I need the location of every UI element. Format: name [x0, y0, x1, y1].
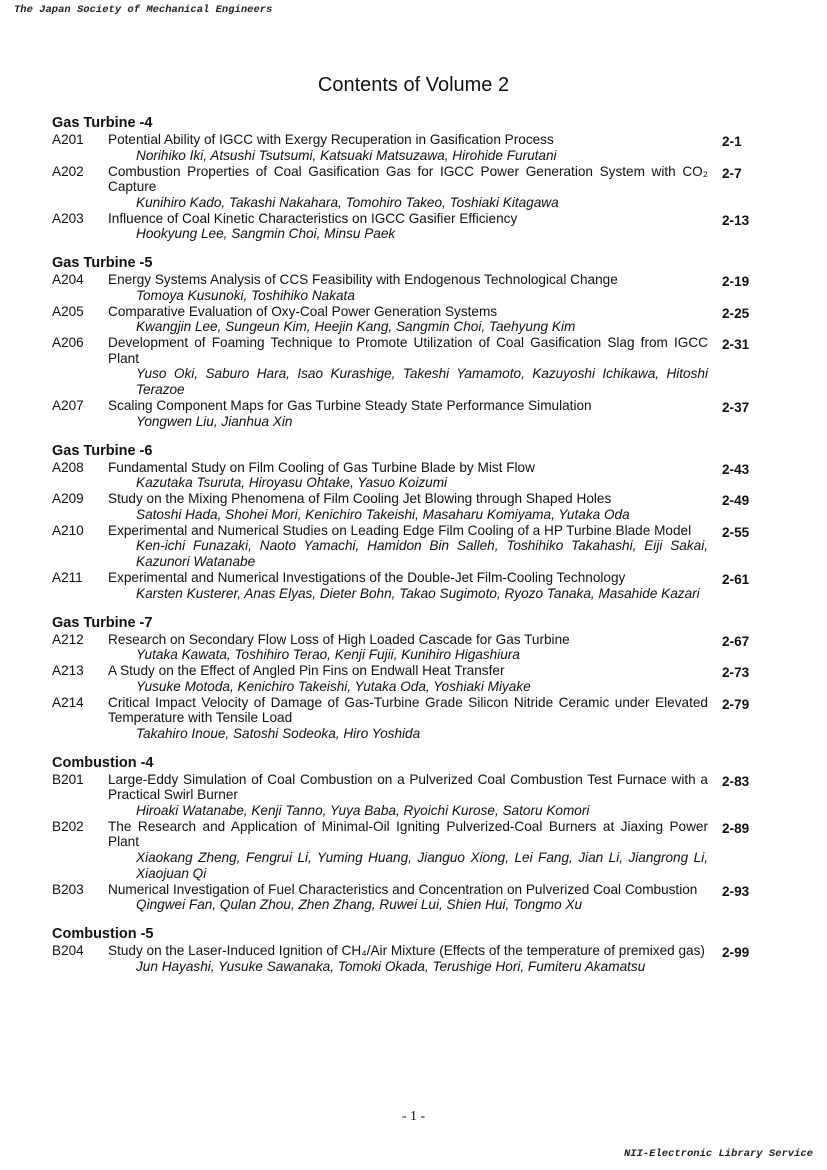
- paper-authors: Karsten Kusterer, Anas Elyas, Dieter Bohn, Takao Sugimoto, Ryozo Tanaka, Masahide Kazari: [136, 585, 700, 601]
- paper-authors: Norihiko Iki, Atsushi Tsutsumi, Katsuaki Matsuzawa, Hirohide Furutani: [136, 147, 557, 163]
- paper-authors: Yutaka Kawata, Toshihiro Terao, Kenji Fujii, Kunihiro Higashiura: [136, 647, 520, 662]
- paper-authors: Yusuke Motoda, Kenichiro Takeishi, Yutaka Oda, Yoshiaki Miyake: [136, 678, 531, 694]
- toc-entry: [52, 663, 756, 695]
- paper-authors: Yongwen Liu, Jianhua Xin: [136, 413, 293, 429]
- paper-title: Study on the Mixing Phenomena of Film Cooling Jet Blowing through Shaped Holes: [108, 491, 612, 506]
- paper-authors: Hookyung Lee, Sangmin Choi, Minsu Paek: [136, 226, 396, 241]
- paper-code: B203: [52, 881, 84, 897]
- page-number: - 1 -: [401, 1109, 426, 1124]
- section-title: Combustion -5: [52, 926, 154, 942]
- paper-title: Research on Secondary Flow Loss of High Loaded Cascade for Gas Turbine: [108, 631, 570, 647]
- paper-title: Comparative Evaluation of Oxy-Coal Power Generation Systems: [108, 303, 498, 319]
- paper-title: The Research and Application of Minimal-Oil Igniting Pulverized-Coal Burners at Jiaxing Power Plant: [108, 818, 708, 849]
- section-title: Gas Turbine -4: [52, 115, 153, 131]
- page-title: Contents of Volume 2: [317, 74, 510, 96]
- paper-code: A202: [52, 163, 84, 179]
- paper-code: B204: [52, 943, 84, 958]
- section-title: Gas Turbine -5: [52, 255, 153, 271]
- toc-entry: [52, 772, 756, 819]
- toc-entry: [52, 632, 756, 664]
- toc-entry: [52, 819, 756, 882]
- paper-title: Large-Eddy Simulation of Coal Combustion on a Pulverized Coal Combustion Test Furnace with a Practical Swirl Burner: [108, 771, 708, 802]
- paper-code: A208: [52, 459, 84, 475]
- toc-entry: [52, 272, 756, 304]
- toc-entry: [52, 695, 756, 742]
- toc-entry: [52, 523, 756, 571]
- paper-authors: Qingwei Fan, Qulan Zhou, Zhen Zhang, Ruwei Lui, Shien Hui, Tongmo Xu: [136, 897, 583, 912]
- section-gas-turbine-7: [52, 614, 756, 742]
- publisher-header: The Japan Society of Mechanical Engineers: [14, 4, 273, 16]
- paper-title: Scaling Component Maps for Gas Turbine Steady State Performance Simulation: [108, 398, 592, 413]
- toc-entry: [52, 491, 756, 523]
- page-ref: 2-43: [722, 461, 750, 477]
- page-ref: 2-89: [722, 820, 750, 836]
- section-gas-turbine-5: [52, 254, 756, 430]
- page-ref: 2-79: [722, 696, 750, 712]
- toc-entry: [52, 304, 756, 336]
- page-ref: 2-19: [722, 274, 750, 289]
- paper-authors: Jun Hayashi, Yusuke Sawanaka, Tomoki Okada, Terushige Hori, Fumiteru Akamatsu: [136, 958, 646, 974]
- section-gas-turbine-4: [52, 114, 756, 242]
- page-ref: 2-31: [722, 337, 750, 352]
- paper-code: A209: [52, 491, 84, 506]
- paper-title: Energy Systems Analysis of CCS Feasibility with Endogenous Technological Change: [108, 272, 618, 287]
- toc-entry: [52, 132, 756, 164]
- toc-entry: [52, 335, 756, 398]
- section-gas-turbine-6: [52, 442, 756, 602]
- page-ref: 2-83: [722, 773, 750, 789]
- page-ref: 2-93: [722, 883, 750, 899]
- toc-entry: [52, 460, 756, 492]
- paper-title: Potential Ability of IGCC with Exergy Recuperation in Gasification Process: [108, 132, 554, 147]
- paper-title: Development of Foaming Technique to Promote Utilization of Coal Gasification Slag from IGCC Plant: [108, 335, 708, 366]
- page-ref: 2-37: [722, 400, 750, 415]
- paper-authors: Tomoya Kusunoki, Toshihiko Nakata: [136, 287, 355, 303]
- toc-entry: [52, 164, 756, 211]
- paper-code: A205: [52, 303, 84, 319]
- paper-code: A203: [52, 210, 84, 226]
- toc-entry: [52, 943, 756, 975]
- paper-code: A201: [52, 132, 84, 147]
- paper-code: A204: [52, 272, 84, 287]
- page-ref: 2-67: [722, 633, 750, 649]
- paper-authors: Kwangjin Lee, Sungeun Kim, Heejin Kang, Sangmin Choi, Taehyung Kim: [136, 319, 576, 334]
- section-title: Gas Turbine -6: [52, 442, 153, 459]
- page-ref: 2-61: [722, 572, 750, 587]
- paper-code: A210: [52, 522, 84, 538]
- paper-title: Experimental and Numerical Investigations of the Double-Jet Film-Cooling Technology: [108, 570, 626, 585]
- page-ref: 2-99: [722, 945, 750, 960]
- paper-title: Study on the Laser-Induced Ignition of CH₄/Air Mixture (Effects of the temperature of premixed gas): [108, 943, 705, 958]
- paper-authors: Ken-ichi Funazaki, Naoto Yamachi, Hamidon Bin Salleh, Toshihiko Takahashi, Eiji Sakai, Kazunori Watanabe: [136, 538, 708, 569]
- paper-authors: Hiroaki Watanabe, Kenji Tanno, Yuya Baba, Ryoichi Kurose, Satoru Komori: [136, 802, 590, 818]
- paper-authors: Kazutaka Tsuruta, Hiroyasu Ohtake, Yasuo Koizumi: [136, 475, 448, 490]
- paper-code: A211: [52, 570, 83, 585]
- paper-code: A206: [52, 335, 84, 350]
- paper-code: A207: [52, 398, 84, 413]
- section-combustion-5: [52, 925, 756, 975]
- toc-entry: [52, 398, 756, 430]
- section-title: Gas Turbine -7: [52, 614, 153, 631]
- paper-title: Experimental and Numerical Studies on Leading Edge Film Cooling of a HP Turbine Blade Model: [108, 522, 692, 538]
- paper-authors: Kunihiro Kado, Takashi Nakahara, Tomohiro Takeo, Toshiaki Kitagawa: [136, 194, 559, 210]
- section-combustion-4: [52, 754, 756, 914]
- page-ref: 2-25: [722, 305, 750, 321]
- paper-title: Combustion Properties of Coal Gasification Gas for IGCC Power Generation System with CO₂ Capture: [108, 163, 708, 194]
- toc-entry: [52, 882, 756, 914]
- toc-entry: [52, 570, 756, 602]
- section-title: Combustion -4: [52, 754, 154, 771]
- page-ref: 2-13: [722, 212, 750, 228]
- paper-code: B202: [52, 818, 84, 834]
- paper-title: Numerical Investigation of Fuel Characteristics and Concentration on Pulverized Coal Combustion: [108, 881, 698, 897]
- library-service-footer: NII-Electronic Library Service: [623, 1148, 813, 1160]
- paper-authors: Takahiro Inoue, Satoshi Sodeoka, Hiro Yoshida: [136, 725, 421, 741]
- page-ref: 2-73: [722, 665, 750, 680]
- paper-authors: Yuso Oki, Saburo Hara, Isao Kurashige, Takeshi Yamamoto, Kazuyoshi Ichikawa, Hitoshi Terazoe: [136, 366, 708, 397]
- paper-code: A214: [52, 694, 84, 710]
- page-ref: 2-55: [722, 524, 750, 540]
- page-ref: 2-49: [722, 493, 750, 508]
- paper-title: Critical Impact Velocity of Damage of Gas-Turbine Grade Silicon Nitride Ceramic under Elevated Temperature with Tensile Load: [108, 694, 708, 725]
- page-ref: 2-1: [722, 134, 742, 149]
- paper-title: A Study on the Effect of Angled Pin Fins on Endwall Heat Transfer: [108, 663, 505, 678]
- paper-title: Influence of Coal Kinetic Characteristics on IGCC Gasifier Efficiency: [108, 210, 518, 226]
- paper-authors: Satoshi Hada, Shohei Mori, Kenichiro Takeishi, Masaharu Komiyama, Yutaka Oda: [136, 506, 630, 522]
- paper-code: A212: [52, 631, 84, 647]
- page-ref: 2-7: [722, 165, 742, 181]
- paper-authors: Xiaokang Zheng, Fengrui Li, Yuming Huang, Jianguo Xiong, Lei Fang, Jian Li, Jiangrong Li, Xiaojuan Qi: [136, 849, 708, 881]
- paper-code: A213: [52, 663, 84, 678]
- table-of-contents: [52, 114, 756, 987]
- paper-title: Fundamental Study on Film Cooling of Gas Turbine Blade by Mist Flow: [108, 459, 535, 475]
- toc-entry: [52, 211, 756, 243]
- paper-code: B201: [52, 771, 84, 787]
